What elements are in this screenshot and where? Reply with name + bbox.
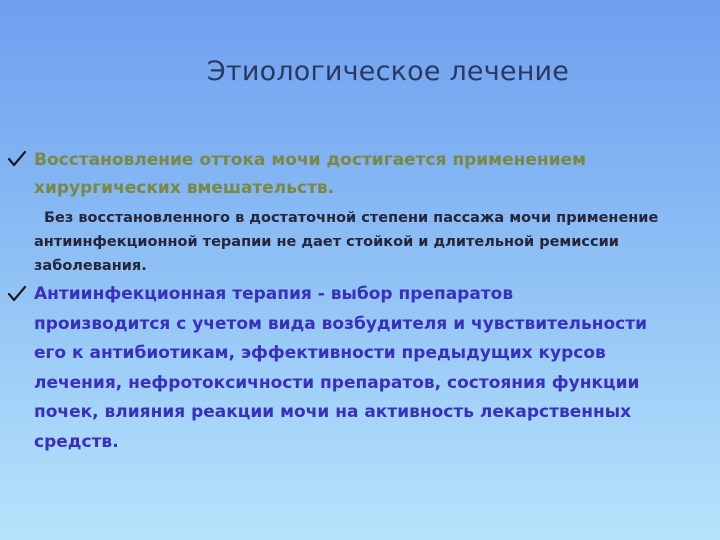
paragraph-text-no-lasting-remission: Без восстановленного в достаточной степени пассажа мочи применение антиинфекционной терапии не дает стойкой и длительной ремиссии заболевания. — [34, 210, 659, 274]
bullet-text-surgical-restoration: Восстановление оттока мочи достигается применением хирургических вмешательств. — [34, 150, 586, 198]
slide-title: Этиологическое лечение — [206, 56, 570, 87]
checkmark-icon — [6, 283, 28, 305]
checkmark-icon — [6, 148, 28, 170]
bullet-text-antiinfective-therapy: Антиинфекционная терапия - выбор препаратов производится с учетом вида возбудителя и чувствительности его к антибиотикам, эффективности предыдущих курсов лечения, нефротоксичности препаратов, состояния функции почек, влияния реакции мочи на активность лекарственных средств. — [34, 284, 648, 452]
